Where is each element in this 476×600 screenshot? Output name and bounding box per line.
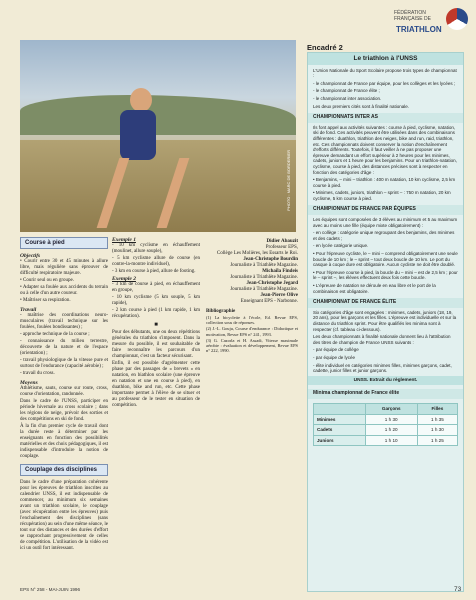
- objectif-item: • Courir seul ou en groupe.: [20, 278, 74, 283]
- encadre-list-item: • Minimes, cadets, juniors, triathlon – sprint – : 750 m natation, 20 km cyclisme, 5 km course à pied.: [313, 190, 451, 201]
- encadre-subtitle-elite: CHAMPIONNAT DE FRANCE ÉLITE: [308, 298, 463, 308]
- intro-line: L'Union Nationale du Sport Scolaire propose trois types de championnat :: [313, 67, 457, 79]
- encadre-paragraph: • Pour l'épreuve course à pied, la boucle du – mini – est de 2,5 km ; pour le – sprint –, les élèves effectuent deux fois cette boucle.: [313, 269, 458, 281]
- moyens-paragraph: Dans le cadre de l'UNSS, participer en période hivernale au cross scolaire ; dans les régions de neige, prévoir des sorties et des compétitions en ski de fond.: [20, 399, 108, 422]
- encadre-paragraph: - en lycée catégorie unique.: [313, 243, 369, 249]
- intro-line: - le championnat de France élite ;: [313, 88, 380, 94]
- encadre-subtitle-inter-as: CHAMPIONNATS INTER AS: [308, 113, 463, 123]
- table-cell: Juniors: [314, 435, 366, 446]
- author-role: Professeur EPS,: [265, 245, 298, 250]
- moyens-title: Moyens: [20, 380, 38, 386]
- table-cell: Cadets: [314, 425, 366, 436]
- table-cell: 1 h 10: [365, 435, 417, 446]
- bibliography-item: (3) G. Cazorla et H. Assadi, Vitesse maximale aérobie : évaluation et développement, Revue EPS n° 222, 1990.: [206, 337, 298, 354]
- author-name: Jean-Christophe Bourdin: [243, 257, 298, 262]
- encadre-paragraph: • L'épreuve de natation se déroule en eau libre et le port de la combinaison est obligatoire.: [313, 283, 436, 294]
- triathlon-federation-logo: [394, 4, 470, 40]
- conclusion-paragraph: Pour des débutants, une ou deux répétitions générales du triathlon s'imposent. Dans la mesure du possible, il est souhaitable de faire reconnaître les parcours d'un championnat, c'est un facteur sécurisant.: [112, 330, 200, 359]
- encadre-paragraph: Les équipes sont composées de 3 élèves au minimum et 5 au maximum avec au moins une fille (équipe mixte obligatoirement) :: [313, 217, 458, 228]
- example-1-title: Exemple 1: [112, 237, 136, 243]
- encadre-paragraph: - en collège : catégorie unique regroupant des benjamins, des minimes et des cadets ;: [313, 230, 455, 241]
- travail-item: - connaissance du milieu terrestre, découverte de la nature et de l'espace (orientation) ;: [20, 339, 108, 356]
- column-2: [112, 237, 200, 410]
- table-cell: 1 h 25: [417, 435, 457, 446]
- table-cell: 1 h 30: [417, 425, 457, 436]
- moyens-paragraph: Athlétisme, sauts, course sur route, cross, course d'orientation, randonnée.: [20, 386, 108, 397]
- conclusion-paragraph: Enfin, il est possible d'agrémenter cette phase par des passages de « brevets » en natation, en biathlon scolaire (une épreuve en natation et une en course à pied), en duathlon, bike and run, etc. Cette phase importante permet à l'élève de se situer et au professeur de le tester en situation de compétition.: [112, 361, 200, 408]
- runner-photo: [20, 40, 296, 232]
- table-row: [314, 435, 458, 446]
- author-role: Journaliste à Triathlète Magazine.: [230, 287, 298, 292]
- runner-head: [130, 88, 152, 112]
- encadre-list-item: • Benjamins, – mini – triathlon : 400 m natation, 10 km cyclisme, 2,5 km course à pied.: [313, 177, 456, 188]
- encadre-box: [307, 52, 464, 592]
- runner-body: [120, 110, 156, 160]
- encadre-subtitle-equipes: CHAMPIONNAT DE FRANCE PAR ÉQUIPES: [308, 205, 463, 215]
- encadre-paragraph: Les deux championnats à finalité nationale donnent lieu à l'attribution des titres de champion de France UNSS suivants :: [313, 334, 451, 345]
- encadre-body: [308, 65, 463, 450]
- author-place: Collège Les Molières, les Essarts le Roi.: [216, 251, 298, 256]
- table-title: Minima championnat de France élite: [308, 389, 463, 399]
- table-header-row: [314, 403, 458, 414]
- table-cell: 1 h 30: [365, 414, 417, 425]
- table-cell: 1 h 35: [417, 414, 457, 425]
- page-number: 73: [454, 586, 462, 593]
- travail-item: - travail du cross.: [20, 371, 55, 376]
- author-name: Jean-Pierre Olive: [260, 293, 298, 298]
- encadre-list-item: - par équipe de lycée: [313, 354, 356, 360]
- column-3: [206, 237, 298, 354]
- section-box-course-a-pied: Course à pied: [20, 237, 108, 249]
- example-2-item: - 3 km de course à pied, en échauffement en groupe,: [112, 282, 200, 293]
- encadre-label: Encadré 2: [307, 43, 343, 52]
- objectif-item: • Courir entre 30 et 45 minutes à allure libre, mais régulière sans éprouver de difficulté respiratoire majeure.: [20, 259, 108, 276]
- table-cell: 1 h 20: [365, 425, 417, 436]
- intro-line: Les deux premiers cités sont à finalité nationale.: [313, 103, 410, 109]
- intro-line: - le championnat inter association.: [313, 95, 382, 101]
- bibliography-title: Bibliographie: [206, 309, 236, 314]
- encadre-paragraph: • Pour l'épreuve cycliste, le – mini – comprend obligatoirement une seule boucle de 10 km ; le – sprint – tout deux boucle de 10 km. Le port du casque à coque dure est obligatoire. Aucun cycliste ne doit être doublé.: [313, 251, 458, 268]
- table-row: [314, 425, 458, 436]
- table-row: [314, 414, 458, 425]
- travail-item: - maîtrise des coordinations neuro-musculaires (travail technique sur les foulées, foulées bondissantes) ;: [20, 313, 108, 330]
- footer-issue: EPS N° 258 - MAI-JUIN 1996: [20, 587, 81, 592]
- intro-line: - le championnat de France par équipe, pour les collèges et les lycées ;: [313, 80, 456, 86]
- encadre-list-item: - par équipe de collège: [313, 347, 359, 353]
- section-end-mark: ■: [154, 322, 158, 328]
- table-header-cell: Garçons: [365, 403, 417, 414]
- photo-credit: PHOTO : MARC DE BORDERIER: [286, 150, 291, 211]
- author-name: Michaïla Findeis: [262, 269, 298, 274]
- minima-table: [313, 403, 458, 446]
- table-header-cell: [314, 403, 366, 414]
- couplage-paragraph: Dans le cadre d'une préparation cohérente pour les épreuves de triathlon inscrites au calendrier UNSS, il est indispensable de commencer, au minimum six semaines avant un triathlon scolaire, le couplage (avec récupération entre les épreuves) puis l'enchaînement des disciplines (sans récupération) au sein d'une même séance, le tout sur des distances et des durées d'effort se rapprochant progressivement de celles de compétition. L'utilisation de la vidéo est ici un outil fort intéressant.: [20, 480, 108, 551]
- travail-item: - travail physiologique de la vitesse pure et surtout de l'endurance (capacité aérobie) ;: [20, 358, 108, 369]
- signature-block: [206, 239, 298, 305]
- bibliography-item: (1) La bicyclette à l'école, Ed. Revue EPS, collection sous de réponses.: [206, 315, 298, 326]
- logo-org-text: FÉDÉRATION FRANÇAISE DE: [394, 10, 431, 22]
- author-name: Jean-Christophe Jegard: [246, 281, 298, 286]
- encadre-paragraph: Six catégories d'âge sont engagées : minimes, cadets, juniors (18, 19, 20 ans), pour les garçons et les filles. L'épreuve est individuelle et sur la distance du triathlon sprint. Pour être qualifiés les minima sont à respecter (cf. tableau ci-dessous).: [313, 309, 457, 332]
- bibliography-item: (2) J.-L. Gouju, Course d'endurance : Didactique et motivation, Revue EPS n° 241, 1993.: [206, 326, 298, 337]
- section-box-couplage: Couplage des disciplines: [20, 464, 108, 476]
- encadre-list-item: - élite individuel en catégories minimes filles, minimes garçons, cadet, cadette, junior filles et junior garçons.: [313, 362, 452, 374]
- example-2-title: Exemple 2: [112, 276, 136, 282]
- example-1-item: - 3 km en course à pied, allure de footing.: [112, 269, 196, 274]
- author-role: Journaliste à Triathlète Magazine.: [230, 263, 298, 268]
- example-2-item: - 2 km course à pied (1 km rapide, 1 km récupération).: [112, 308, 200, 319]
- author-role: Journaliste à Triathlète Magazine.: [230, 275, 298, 280]
- author-role: Enseignant EPS - Narbonne.: [240, 299, 298, 304]
- travail-title: Travail: [20, 307, 37, 313]
- objectif-item: • Adapter sa foulée aux accidents du terrain ou à celle d'un autre coureur.: [20, 285, 108, 296]
- moyens-paragraph: À la fin d'un premier cycle de travail dont la durée reste à déterminer par les enseignants en fonction des possibilités matérielles et des choix pédagogiques, il est indispensable d'introduire la notion de couplage.: [20, 424, 108, 459]
- encadre-header: Le triathlon à l'UNSS: [308, 53, 463, 65]
- table-header-cell: Filles: [417, 403, 457, 414]
- photo-hill: [20, 95, 296, 135]
- travail-item: - approche technique de la course ;: [20, 332, 90, 337]
- encadre-paragraph: Ils font appel aux activités suivantes : course à pied, cyclisme, natation, ski de fond. Ces activités peuvent être utilisées dans des combinaisons différentes : duathlon, triathlon des neiges, bike and run, raid, triathlon, etc. Ces championnats doivent conserver la notion d'enchaînement d'efforts différents. Toutefois, il faut veiller à ne pas proposer une épreuve demandant un effort supérieur à 2 heures pour les minimes, cadets, juniors et 1 heure pour les benjamins. Pour un triathlon-natation, cyclisme, course à pied, des distances précises sont à respecter en fonction des catégories d'âge :: [313, 124, 457, 175]
- encadre-source: UNSS. Extrait du règlement.: [308, 376, 463, 386]
- objectifs-title: Objectifs: [20, 253, 41, 259]
- logo-word: TRIATHLON: [396, 25, 442, 34]
- author-name: Didier Abauzit: [266, 239, 298, 244]
- column-1: [20, 237, 108, 553]
- logo-mark-icon: [446, 8, 468, 30]
- objectif-item: • Maîtriser sa respiration.: [20, 298, 71, 303]
- table-cell: Minimes: [314, 414, 366, 425]
- example-1-item: - 10 km cyclisme en échauffement (moulinet, allure souple),: [112, 243, 200, 254]
- example-2-item: - 10 km cyclisme (5 km souple, 5 km rapide),: [112, 295, 200, 306]
- example-1-item: - 5 km cyclisme allure de course (en contre-la-montre individuel),: [112, 256, 200, 267]
